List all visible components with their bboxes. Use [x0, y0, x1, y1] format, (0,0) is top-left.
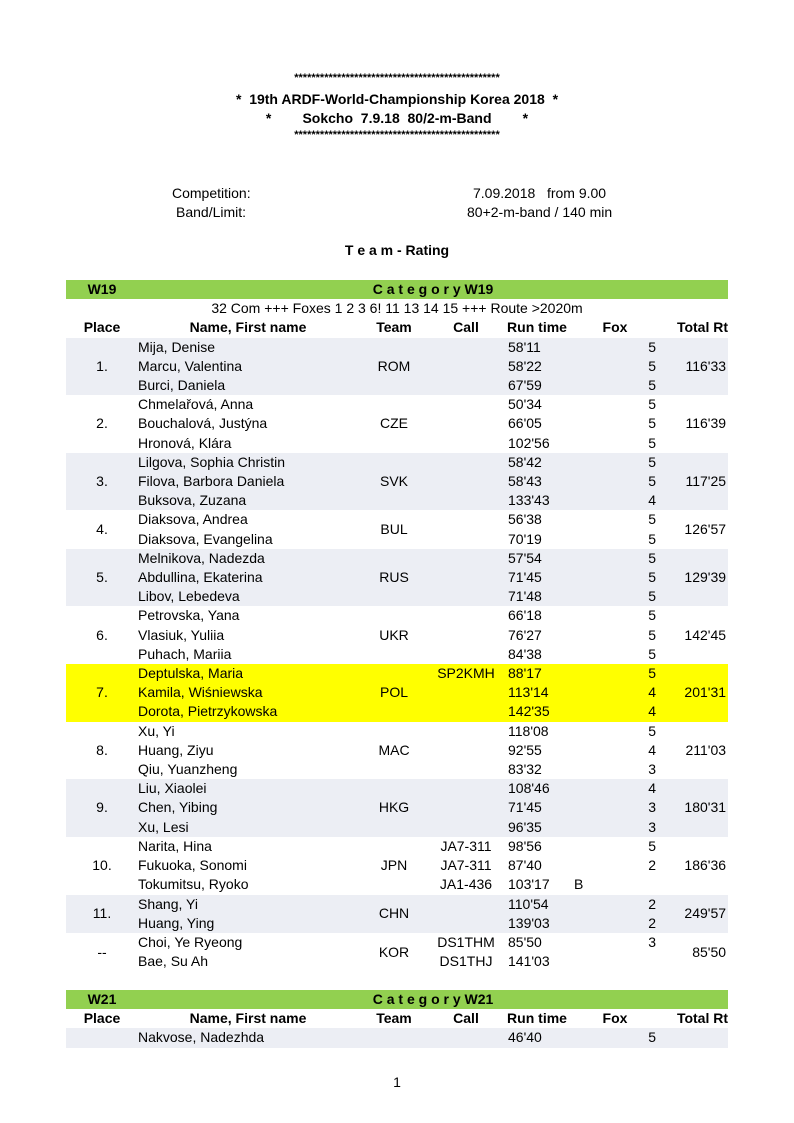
team-member-row — [66, 779, 728, 798]
member-call — [430, 914, 502, 933]
member-run-time: 133'43 — [508, 492, 550, 509]
member-run-time: 139'03 — [508, 914, 550, 931]
member-run-time: 56'38 — [508, 511, 542, 528]
member-fox-count: 5 — [648, 569, 656, 586]
member-name: Xu, Lesi — [138, 818, 189, 835]
member-fox-count: 5 — [648, 549, 656, 566]
member-fox — [572, 741, 658, 760]
member-fox-count: 3 — [648, 799, 656, 816]
team-place: -- — [97, 943, 107, 960]
team-place — [66, 1028, 138, 1047]
member-fox-count: 3 — [648, 933, 656, 950]
member-name: Vlasiuk, Yuliia — [138, 626, 225, 643]
member-call — [430, 798, 502, 817]
member-call — [430, 1028, 502, 1047]
member-call — [430, 626, 502, 645]
member-name: Abdullina, Ekaterina — [138, 569, 263, 586]
member-call — [430, 683, 502, 702]
member-fox — [572, 914, 658, 933]
member-fox-count: 4 — [648, 492, 656, 509]
member-fox — [572, 414, 658, 433]
category-title: C a t e g o r y W21 — [372, 991, 494, 1007]
member-fox — [572, 722, 658, 741]
member-call — [430, 549, 502, 568]
member-run-time: 113'14 — [508, 684, 549, 701]
member-fox — [572, 1028, 658, 1047]
team-place: 7. — [96, 684, 108, 701]
team-member-row — [66, 1028, 728, 1047]
member-name: Huang, Ying — [138, 914, 215, 931]
member-fox-count: 5 — [648, 473, 656, 490]
team-place: 10. — [92, 857, 112, 874]
member-name: Deptulska, Maria — [138, 665, 244, 682]
team-total: 249'57 — [684, 905, 727, 922]
column-header-fox: Fox — [602, 1010, 628, 1027]
band-label: Band/Limit: — [176, 204, 247, 220]
member-run-time: 58'43 — [508, 473, 542, 490]
team-member-row — [66, 510, 728, 529]
member-run-time: 84'38 — [508, 645, 542, 662]
member-run-time: 83'32 — [508, 761, 542, 778]
member-run-time: 87'40 — [508, 857, 542, 874]
member-name: Petrovska, Yana — [138, 607, 240, 624]
member-fox-count: 5 — [648, 722, 656, 739]
member-call — [430, 395, 502, 414]
column-header-place: Place — [83, 319, 121, 336]
member-run-time: 71'45 — [508, 569, 542, 586]
member-fox-count: 4 — [648, 780, 656, 797]
team-member-row — [66, 895, 728, 914]
member-call — [430, 414, 502, 433]
member-name: Bouchalová, Justýna — [138, 415, 268, 432]
column-header-fox: Fox — [602, 319, 628, 336]
team-place: 6. — [96, 626, 108, 643]
member-call: DS1THM — [437, 933, 495, 950]
member-call — [430, 606, 502, 625]
member-run-time: 66'18 — [508, 607, 542, 624]
member-run-time: 92'55 — [508, 741, 542, 758]
team-place: 3. — [96, 473, 108, 490]
member-run-time: 98'56 — [508, 837, 542, 854]
member-fox-count: 5 — [648, 453, 656, 470]
member-call — [430, 818, 502, 837]
member-fox — [572, 568, 658, 587]
column-header-run: Run time — [507, 1010, 567, 1027]
member-run-time: 71'48 — [508, 588, 542, 605]
team-place: 5. — [96, 569, 108, 586]
team-code: POL — [379, 684, 408, 701]
member-name: Mija, Denise — [138, 338, 216, 355]
member-call — [430, 568, 502, 587]
member-fox-count: 3 — [648, 818, 656, 835]
member-call — [430, 530, 502, 549]
team-place: 11. — [92, 905, 112, 922]
member-call — [430, 587, 502, 606]
member-call — [430, 895, 502, 914]
member-fox — [572, 683, 658, 702]
member-name: Shang, Yi — [138, 895, 198, 912]
member-run-time: 102'56 — [508, 434, 550, 451]
member-fox — [572, 530, 658, 549]
member-name: Qiu, Yuanzheng — [138, 761, 238, 778]
member-call — [430, 702, 502, 721]
member-name: Bae, Su Ah — [138, 953, 209, 970]
member-fox — [572, 510, 658, 529]
member-call — [430, 376, 502, 395]
column-header-total: Total Rt — [676, 1010, 729, 1027]
member-run-time: 118'08 — [508, 722, 549, 739]
member-call — [430, 472, 502, 491]
member-name: Huang, Ziyu — [138, 741, 214, 758]
team-code: CHN — [378, 905, 410, 922]
member-fox — [572, 895, 658, 914]
team-total: 142'45 — [684, 626, 727, 643]
competition-value: 7.09.2018 from 9.00 — [473, 185, 607, 201]
team-code: HKG — [378, 799, 410, 816]
team-code: ROM — [377, 357, 411, 374]
member-fox-count: 5 — [648, 357, 656, 374]
member-fox — [572, 837, 658, 856]
column-header-team: Team — [376, 319, 412, 336]
member-fox — [572, 818, 658, 837]
team-total: 116'33 — [685, 357, 727, 374]
member-fox-count: 5 — [648, 530, 656, 547]
member-name: Filova, Barbora Daniela — [138, 473, 285, 490]
member-run-time: 71'45 — [508, 799, 542, 816]
team-code: KOR — [378, 943, 410, 960]
column-header-name: Name, First name — [189, 319, 307, 336]
member-call — [430, 760, 502, 779]
team-code: JPN — [380, 857, 408, 874]
member-run-time: 110'54 — [508, 895, 549, 912]
column-header-row — [66, 1009, 728, 1028]
course-row — [66, 299, 728, 318]
member-run-time: 85'50 — [508, 933, 542, 950]
team-place: 1. — [96, 357, 108, 374]
member-call — [430, 357, 502, 376]
member-call — [430, 510, 502, 529]
subtitle-line: * Sokcho 7.9.18 80/2-m-Band * — [265, 110, 529, 126]
member-fox-count: 2 — [648, 914, 656, 931]
team-member-row — [66, 606, 728, 625]
member-call — [430, 645, 502, 664]
member-run-time: 76'27 — [508, 626, 542, 643]
results-table-w19 — [66, 280, 728, 971]
member-run-time: 46'40 — [508, 1029, 542, 1046]
member-name: Burci, Daniela — [138, 377, 226, 394]
member-name: Puhach, Mariia — [138, 645, 232, 662]
member-fox-count: 5 — [648, 665, 656, 682]
member-fox-count: 3 — [648, 761, 656, 778]
band-value: 80+2-m-band / 140 min — [467, 204, 613, 220]
team-total: 186'36 — [684, 857, 727, 874]
member-fox — [572, 664, 658, 683]
member-fox-count: 4 — [648, 703, 656, 720]
member-run-time: 67'59 — [508, 377, 542, 394]
member-fox — [572, 626, 658, 645]
member-name: Xu, Yi — [138, 722, 175, 739]
member-fox — [572, 952, 658, 971]
team-code — [358, 1028, 430, 1047]
team-member-row — [66, 664, 728, 683]
member-fox-count: 2 — [648, 895, 656, 912]
member-fox — [572, 606, 658, 625]
member-fox — [572, 549, 658, 568]
team-code: MAC — [378, 741, 410, 758]
member-call — [430, 741, 502, 760]
team-total: 211'03 — [685, 741, 727, 758]
member-name: Nakvose, Nadezhda — [138, 1029, 265, 1046]
member-name: Diaksova, Andrea — [138, 511, 248, 528]
member-call: SP2KMH — [437, 665, 495, 682]
member-name: Lilgova, Sophia Christin — [138, 453, 286, 470]
member-call: DS1THJ — [439, 953, 493, 970]
team-total: 201'31 — [684, 684, 727, 701]
team-place: 9. — [96, 799, 108, 816]
member-fox — [572, 779, 658, 798]
column-header-team: Team — [376, 1010, 412, 1027]
member-run-time: 96'35 — [508, 818, 542, 835]
team-member-row — [66, 837, 728, 856]
team-code: CZE — [380, 415, 408, 432]
member-name: Dorota, Pietrzykowska — [138, 703, 278, 720]
page-number: 1 — [393, 1074, 401, 1090]
member-fox — [572, 875, 658, 894]
member-fox-count: 5 — [648, 645, 656, 662]
member-run-time: 58'42 — [508, 453, 542, 470]
member-run-time: 141'03 — [508, 953, 550, 970]
team-place: 2. — [96, 415, 108, 432]
member-name: Hronová, Klára — [138, 434, 232, 451]
member-call — [430, 453, 502, 472]
team-total: 117'25 — [685, 473, 727, 490]
category-row — [66, 990, 728, 1009]
member-fox — [572, 702, 658, 721]
member-run-time: 70'19 — [508, 530, 542, 547]
column-header-call: Call — [453, 319, 479, 336]
member-name: Liu, Xiaolei — [138, 780, 207, 797]
member-name: Kamila, Wiśniewska — [138, 684, 263, 701]
competition-label: Competition: — [172, 185, 251, 201]
team-member-row — [66, 722, 728, 741]
member-run-time: 142'35 — [508, 703, 550, 720]
team-total: 129'39 — [684, 569, 727, 586]
member-fox — [572, 395, 658, 414]
member-run-time: 103'17 — [508, 876, 550, 893]
member-run-time: 58'11 — [508, 338, 541, 355]
team-total: 85'50 — [692, 943, 727, 960]
member-name: Narita, Hina — [138, 837, 212, 854]
header-stars-top: ************************************************ — [294, 72, 500, 84]
member-call — [430, 338, 502, 357]
member-fox-count: 5 — [648, 396, 656, 413]
member-name: Melnikova, Nadezda — [138, 549, 265, 566]
member-fox-count: 5 — [648, 1029, 656, 1046]
team-total: 116'39 — [685, 415, 727, 432]
column-header-name: Name, First name — [189, 1010, 307, 1027]
member-call: JA1-436 — [439, 876, 493, 893]
member-fox — [572, 760, 658, 779]
member-call — [430, 491, 502, 510]
member-fox — [572, 376, 658, 395]
member-fox-count: 2 — [648, 857, 656, 874]
member-fox-count: 5 — [648, 607, 656, 624]
member-call: JA7-311 — [440, 837, 492, 854]
team-member-row — [66, 395, 728, 414]
member-fox-count: 5 — [648, 415, 656, 432]
team-member-row — [66, 933, 728, 952]
member-fox-count: 5 — [648, 588, 656, 605]
member-name: Choi, Ye Ryeong — [138, 933, 243, 950]
team-member-row — [66, 549, 728, 568]
results-table-w21 — [66, 990, 728, 1048]
member-run-time: 50'34 — [508, 396, 542, 413]
member-fox — [572, 587, 658, 606]
column-header-total: Total Rt — [676, 319, 729, 336]
member-name: Tokumitsu, Ryoko — [138, 876, 249, 893]
member-fox — [572, 357, 658, 376]
team-member-row — [66, 338, 728, 357]
header-stars-bottom: ************************************************ — [294, 129, 500, 141]
team-member-row — [66, 453, 728, 472]
team-code: UKR — [379, 626, 409, 643]
member-fox — [572, 434, 658, 453]
member-name: Fukuoka, Sonomi — [138, 857, 247, 874]
member-fox-count — [656, 953, 658, 969]
member-fox-count: 4 — [648, 684, 656, 701]
member-run-time: 88'17 — [508, 665, 542, 682]
column-header-call: Call — [453, 1010, 479, 1027]
column-header-place: Place — [83, 1010, 121, 1027]
member-name: Marcu, Valentina — [138, 357, 243, 374]
member-call — [430, 434, 502, 453]
team-code: BUL — [380, 521, 408, 538]
team-code: RUS — [379, 569, 409, 586]
member-name: Libov, Lebedeva — [138, 588, 240, 605]
member-flag: B — [574, 876, 584, 893]
category-row — [66, 280, 728, 299]
column-header-run: Run time — [507, 319, 567, 336]
member-run-time: 66'05 — [508, 415, 542, 432]
member-call: JA7-311 — [440, 857, 492, 874]
title-line: * 19th ARDF-World-Championship Korea 2018 * — [235, 91, 559, 107]
member-run-time: 57'54 — [508, 549, 542, 566]
member-name: Diaksova, Evangelina — [138, 530, 273, 547]
member-fox-count: 5 — [648, 434, 656, 451]
member-fox-count — [656, 876, 658, 892]
category-code: W21 — [87, 991, 117, 1007]
rating-title: T e a m - Rating — [344, 242, 450, 258]
member-run-time: 58'22 — [508, 357, 542, 374]
category-title: C a t e g o r y W19 — [372, 281, 494, 297]
category-code: W19 — [87, 281, 117, 297]
team-total: 180'31 — [684, 799, 727, 816]
member-name: Chen, Yibing — [138, 799, 218, 816]
member-call — [430, 779, 502, 798]
column-header-row — [66, 318, 728, 337]
member-fox-count: 5 — [648, 511, 656, 528]
member-name: Buksova, Zuzana — [138, 492, 247, 509]
member-fox — [572, 338, 658, 357]
member-fox — [572, 491, 658, 510]
member-fox — [572, 798, 658, 817]
team-total — [658, 1028, 728, 1047]
member-name: Chmelařová, Anna — [138, 396, 254, 413]
member-fox — [572, 645, 658, 664]
member-fox-count: 5 — [648, 837, 656, 854]
team-total: 126'57 — [684, 521, 727, 538]
member-run-time: 108'46 — [508, 780, 550, 797]
member-fox-count: 4 — [648, 741, 656, 758]
member-fox — [572, 472, 658, 491]
member-fox-count: 5 — [648, 338, 656, 355]
member-call — [430, 722, 502, 741]
team-place: 4. — [96, 521, 108, 538]
member-fox — [572, 933, 658, 952]
member-fox-count: 5 — [648, 377, 656, 394]
team-code: SVK — [379, 473, 408, 490]
member-fox — [572, 453, 658, 472]
course-info: 32 Com +++ Foxes 1 2 3 6! 11 13 14 15 +++ Route >2020m — [211, 300, 583, 317]
member-fox — [572, 856, 658, 875]
team-place: 8. — [96, 741, 108, 758]
member-fox-count: 5 — [648, 626, 656, 643]
